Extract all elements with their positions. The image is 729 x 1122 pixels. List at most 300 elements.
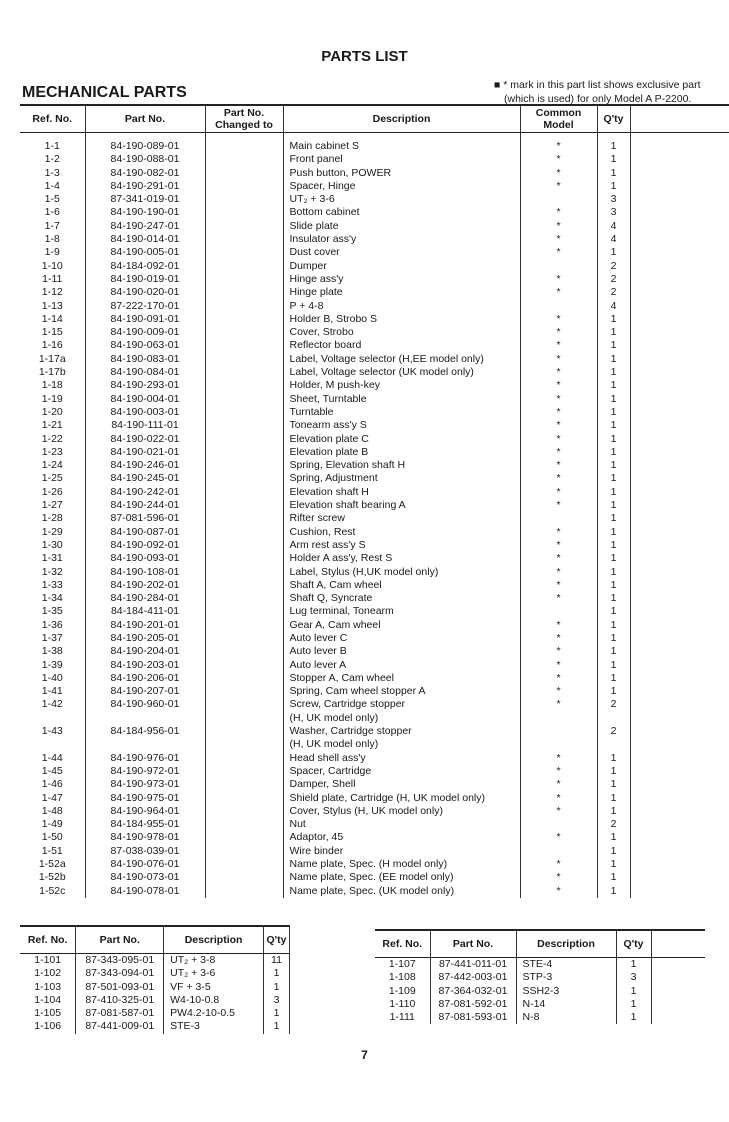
description-text: Elevation shaft bearing A [289, 499, 406, 512]
quantity: 1 [597, 659, 630, 672]
table-row [20, 765, 729, 778]
blank-cell [630, 459, 729, 472]
ref-no: 1-4 [44, 179, 60, 192]
blank-cell [630, 472, 729, 485]
part-no: 87-081-596-01 [85, 512, 205, 525]
quantity: 3 [597, 193, 630, 206]
part-no: 84-190-111-01 [85, 419, 205, 432]
blank-cell [630, 539, 729, 552]
ref-no: 1-107 [388, 958, 416, 970]
description-text: Name plate, Spec. (EE model only) [289, 871, 454, 884]
quantity: 11 [264, 954, 290, 968]
description [283, 752, 520, 765]
spacer-cell [20, 133, 85, 141]
quantity: 1 [597, 539, 630, 552]
description [283, 792, 520, 805]
part-no: 84-190-245-01 [85, 472, 205, 485]
table-row [20, 632, 729, 645]
description [283, 685, 520, 698]
ref-no: 1-5 [44, 193, 60, 206]
blank-cell [630, 845, 729, 858]
table-row [20, 246, 729, 259]
common-model-mark: * [520, 366, 597, 379]
header-common: Common Model [520, 105, 597, 133]
table-row [20, 313, 729, 326]
quantity: 1 [597, 472, 630, 485]
ref-no: 1-6 [44, 206, 60, 219]
ref-no: 1-35 [41, 605, 63, 618]
quantity: 1 [597, 632, 630, 645]
common-model-mark: * [520, 246, 597, 259]
spacer-row [20, 133, 729, 141]
quantity: 1 [597, 419, 630, 432]
ref-no: 1-11 [42, 272, 63, 285]
common-model-mark: * [520, 698, 597, 725]
table-row [20, 486, 729, 499]
description [283, 486, 520, 499]
table-header [20, 926, 290, 954]
header-ref: Ref. No. [20, 105, 85, 133]
table-row [20, 552, 729, 565]
description-text: UT₂ + 3-6 [289, 193, 335, 206]
table-row [20, 286, 729, 299]
description [283, 313, 520, 326]
table-row [20, 885, 729, 898]
table-row [20, 698, 729, 725]
ref-no: 1-41 [41, 685, 63, 698]
part-no: 84-190-092-01 [85, 539, 205, 552]
blank-cell [630, 339, 729, 352]
quantity: 1 [597, 605, 630, 618]
table-row [20, 858, 729, 871]
common-model-mark: * [520, 645, 597, 658]
ref-no: 1-52b [38, 871, 66, 884]
header-blank [289, 926, 290, 954]
part-changed-to [205, 206, 283, 219]
part-changed-to [205, 698, 283, 725]
part-changed-to [205, 260, 283, 273]
part-changed-to [205, 659, 283, 672]
blank-cell [289, 1020, 290, 1033]
table-row [375, 985, 705, 998]
ref-no: 1-15 [41, 326, 63, 339]
part-changed-to [205, 326, 283, 339]
common-model-mark: * [520, 858, 597, 871]
quantity: 1 [616, 1011, 651, 1024]
table-row [20, 167, 729, 180]
quantity: 1 [597, 672, 630, 685]
header-blank [651, 930, 705, 958]
part-changed-to [205, 871, 283, 884]
part-changed-to [205, 499, 283, 512]
quantity: 1 [597, 339, 630, 352]
part-changed-to [205, 153, 283, 166]
common-model-mark: * [520, 685, 597, 698]
table-row [20, 153, 729, 166]
blank-cell [630, 592, 729, 605]
quantity: 3 [616, 971, 651, 984]
header-changed: Part No. Changed to [205, 105, 283, 133]
quantity: 1 [597, 140, 630, 153]
description-text: Elevation shaft H [289, 485, 369, 498]
blank-cell [630, 233, 729, 246]
common-model-mark: * [520, 539, 597, 552]
part-changed-to [205, 885, 283, 898]
part-changed-to [205, 552, 283, 565]
quantity: 1 [597, 845, 630, 858]
quantity: 4 [597, 300, 630, 313]
description-text: Dumper [289, 259, 327, 272]
blank-cell [630, 805, 729, 818]
description [283, 566, 520, 579]
page-number: 7 [361, 1048, 368, 1062]
header-qty: Q'ty [597, 105, 630, 133]
part-changed-to [205, 300, 283, 313]
description [283, 353, 520, 366]
blank-cell [630, 659, 729, 672]
quantity: 1 [597, 246, 630, 259]
quantity: 1 [597, 512, 630, 525]
blank-cell [630, 366, 729, 379]
ref-no: 1-31 [41, 552, 63, 565]
ref-no: 1-40 [41, 671, 63, 684]
blank-cell [630, 326, 729, 339]
part-no: 84-184-956-01 [85, 725, 205, 752]
description-text: Auto lever A [289, 658, 347, 671]
description [283, 206, 520, 219]
ref-no: 1-7 [44, 219, 60, 232]
part-no: 84-190-063-01 [85, 339, 205, 352]
part-no: 84-190-975-01 [85, 792, 205, 805]
blank-cell [630, 632, 729, 645]
part-no: 84-184-092-01 [85, 260, 205, 273]
quantity: 1 [597, 566, 630, 579]
description [283, 153, 520, 166]
ref-no: 1-9 [44, 246, 60, 259]
common-model-mark: * [520, 419, 597, 432]
table-row [20, 981, 290, 994]
description [283, 592, 520, 605]
ref-no: 1-24 [41, 459, 63, 472]
blank-cell [630, 552, 729, 565]
description: VF + 3-5 [164, 981, 264, 994]
table-row [20, 300, 729, 313]
spacer-cell [283, 133, 520, 141]
table-row [20, 566, 729, 579]
part-no: 84-184-411-01 [85, 605, 205, 618]
blank-cell [630, 433, 729, 446]
description-text: Damper, Shell [289, 778, 356, 791]
common-model-mark [520, 193, 597, 206]
common-model-mark: * [520, 752, 597, 765]
ref-no: 1-29 [41, 525, 63, 538]
ref-no: 1-50 [41, 831, 63, 844]
part-no: 84-190-246-01 [85, 459, 205, 472]
part-no: 84-190-204-01 [85, 645, 205, 658]
quantity: 1 [597, 486, 630, 499]
description [283, 273, 520, 286]
ref-no: 1-37 [41, 631, 63, 644]
description [283, 845, 520, 858]
part-no: 84-190-021-01 [85, 446, 205, 459]
description: STP-3 [516, 971, 616, 984]
ref-no: 1-103 [34, 980, 62, 993]
part-no: 87-501-093-01 [76, 981, 164, 994]
description: N-14 [516, 998, 616, 1011]
spacer-cell [597, 133, 630, 141]
common-model-mark: * [520, 140, 597, 153]
part-changed-to [205, 512, 283, 525]
common-model-mark: * [520, 619, 597, 632]
part-no: 84-190-203-01 [85, 659, 205, 672]
blank-cell [289, 981, 290, 994]
description-text: Hinge ass'y [289, 272, 344, 285]
description [283, 858, 520, 871]
common-model-mark: * [520, 153, 597, 166]
description-text: Label, Voltage selector (H,EE model only) [289, 352, 484, 365]
description [283, 632, 520, 645]
part-changed-to [205, 592, 283, 605]
description [283, 180, 520, 193]
ref-no: 1-28 [41, 512, 63, 525]
blank-cell [630, 446, 729, 459]
table-row [20, 592, 729, 605]
table-row [20, 579, 729, 592]
blank-cell [630, 725, 729, 752]
quantity: 1 [597, 752, 630, 765]
part-changed-to [205, 566, 283, 579]
part-no: 84-190-022-01 [85, 433, 205, 446]
part-changed-to [205, 765, 283, 778]
part-no: 87-222-170-01 [85, 300, 205, 313]
part-changed-to [205, 393, 283, 406]
part-changed-to [205, 725, 283, 752]
description [283, 619, 520, 632]
quantity: 3 [264, 994, 290, 1007]
header-description: Description [283, 105, 520, 133]
common-model-mark: * [520, 885, 597, 898]
common-model-mark: * [520, 220, 597, 233]
ref-no: 1-32 [41, 565, 63, 578]
part-changed-to [205, 246, 283, 259]
ref-no: 1-25 [41, 472, 63, 485]
quantity: 2 [597, 286, 630, 299]
part-changed-to [205, 419, 283, 432]
quantity: 2 [597, 698, 630, 725]
description [283, 300, 520, 313]
description-text: Head shell ass'y [289, 751, 366, 764]
table-row [20, 954, 290, 968]
description-text: Front panel [289, 153, 343, 166]
description [283, 698, 520, 725]
spacer-cell [205, 133, 283, 141]
part-no: 84-190-089-01 [85, 140, 205, 153]
ref-no: 1-51 [41, 844, 63, 857]
part-changed-to [205, 858, 283, 871]
ref-no: 1-10 [41, 259, 63, 272]
description-text: Elevation plate B [289, 445, 369, 458]
ref-no: 1-13 [41, 299, 63, 312]
description [283, 366, 520, 379]
description [283, 552, 520, 565]
part-no: 84-190-976-01 [85, 752, 205, 765]
quantity: 1 [597, 792, 630, 805]
part-changed-to [205, 286, 283, 299]
ref-no: 1-45 [41, 764, 63, 777]
description-text: Shaft Q, Syncrate [289, 592, 373, 605]
quantity: 1 [597, 379, 630, 392]
part-no: 87-343-095-01 [76, 954, 164, 968]
ref-no: 1-27 [41, 499, 63, 512]
part-changed-to [205, 792, 283, 805]
table-row [20, 685, 729, 698]
description [283, 778, 520, 791]
section-heading: MECHANICAL PARTS [22, 84, 187, 101]
blank-cell [289, 954, 290, 968]
ref-no: 1-34 [41, 592, 63, 605]
description: UT₂ + 3-6 [164, 967, 264, 980]
part-no: 84-190-014-01 [85, 233, 205, 246]
description-text: Arm rest ass'y S [289, 538, 366, 551]
description-text: Spacer, Cartridge [289, 764, 372, 777]
blank-cell [630, 778, 729, 791]
part-no: 84-190-020-01 [85, 286, 205, 299]
blank-cell [630, 300, 729, 313]
quantity: 1 [597, 326, 630, 339]
ref-no: 1-18 [41, 379, 63, 392]
part-changed-to [205, 233, 283, 246]
blank-cell [630, 885, 729, 898]
table-row [375, 971, 705, 984]
table-row [375, 998, 705, 1011]
part-no: 87-081-592-01 [430, 998, 516, 1011]
left-screws-table [20, 925, 290, 1034]
table-row [20, 526, 729, 539]
ref-no: 1-2 [44, 153, 60, 166]
table-row [20, 1007, 290, 1020]
description-note: (H, UK model only) [289, 711, 379, 724]
description [283, 446, 520, 459]
description-text: Elevation plate C [289, 432, 369, 445]
common-model-mark: * [520, 433, 597, 446]
part-no: 84-190-004-01 [85, 393, 205, 406]
table-row [20, 672, 729, 685]
spacer-cell [630, 133, 729, 141]
description: W4-10-0.8 [164, 994, 264, 1007]
quantity: 1 [597, 619, 630, 632]
quantity: 1 [597, 831, 630, 844]
description-text: Wire binder [289, 844, 344, 857]
description [283, 472, 520, 485]
ref-no: 1-44 [41, 751, 63, 764]
description [283, 233, 520, 246]
common-model-mark: * [520, 805, 597, 818]
common-model-mark: * [520, 326, 597, 339]
table-row [20, 472, 729, 485]
description-text: Washer, Cartridge stopper [289, 725, 412, 738]
part-no: 87-441-009-01 [76, 1020, 164, 1033]
description [283, 725, 520, 752]
part-no: 84-190-091-01 [85, 313, 205, 326]
common-model-mark: * [520, 871, 597, 884]
part-no: 84-190-978-01 [85, 831, 205, 844]
part-changed-to [205, 366, 283, 379]
part-no: 84-190-088-01 [85, 153, 205, 166]
common-model-mark: * [520, 167, 597, 180]
description-text: P + 4-8 [289, 299, 324, 312]
ref-no: 1-33 [41, 578, 63, 591]
table-row [20, 406, 729, 419]
quantity: 1 [597, 805, 630, 818]
ref-no: 1-39 [41, 658, 63, 671]
part-no: 84-190-087-01 [85, 526, 205, 539]
table-header [375, 930, 705, 958]
part-no: 84-190-082-01 [85, 167, 205, 180]
part-changed-to [205, 379, 283, 392]
quantity: 4 [597, 220, 630, 233]
table-row [20, 446, 729, 459]
blank-cell [630, 419, 729, 432]
common-model-mark: * [520, 592, 597, 605]
part-changed-to [205, 353, 283, 366]
part-no: 84-190-005-01 [85, 246, 205, 259]
quantity: 1 [597, 778, 630, 791]
blank-cell [651, 1011, 705, 1024]
common-model-mark: * [520, 486, 597, 499]
common-model-mark: * [520, 339, 597, 352]
blank-cell [630, 313, 729, 326]
quantity: 1 [597, 858, 630, 871]
description [283, 831, 520, 844]
part-no: 84-190-244-01 [85, 499, 205, 512]
quantity: 1 [597, 353, 630, 366]
part-no: 84-190-960-01 [85, 698, 205, 725]
blank-cell [651, 985, 705, 998]
description [283, 379, 520, 392]
part-changed-to [205, 605, 283, 618]
quantity: 1 [597, 393, 630, 406]
ref-no: 1-102 [34, 967, 62, 980]
blank-cell [289, 994, 290, 1007]
description: STE-3 [164, 1020, 264, 1033]
header-qty: Q'ty [616, 930, 651, 958]
note-line: (which is used) for only Model A P-2200. [504, 93, 692, 105]
quantity: 1 [597, 433, 630, 446]
description-text: Stopper A, Cam wheel [289, 671, 394, 684]
quantity: 4 [597, 233, 630, 246]
quantity: 1 [597, 526, 630, 539]
table-row [375, 1011, 705, 1024]
quantity: 1 [597, 167, 630, 180]
description: SSH2-3 [516, 985, 616, 998]
quantity: 1 [264, 967, 290, 980]
table-row [20, 459, 729, 472]
quantity: 1 [597, 885, 630, 898]
table-row [20, 539, 729, 552]
description-text: Shaft A, Cam wheel [289, 578, 382, 591]
part-changed-to [205, 805, 283, 818]
description-text: Auto lever B [289, 645, 347, 658]
table-row [20, 353, 729, 366]
spacer-cell [85, 133, 205, 141]
description: PW4.2-10-0.5 [164, 1007, 264, 1020]
description-text: Auto lever C [289, 631, 348, 644]
common-model-mark: * [520, 446, 597, 459]
description-text: Cover, Stylus (H, UK model only) [289, 804, 443, 817]
description-text: Gear A, Cam wheel [289, 618, 381, 631]
description-text: Lug terminal, Tonearm [289, 605, 394, 618]
quantity: 1 [597, 592, 630, 605]
